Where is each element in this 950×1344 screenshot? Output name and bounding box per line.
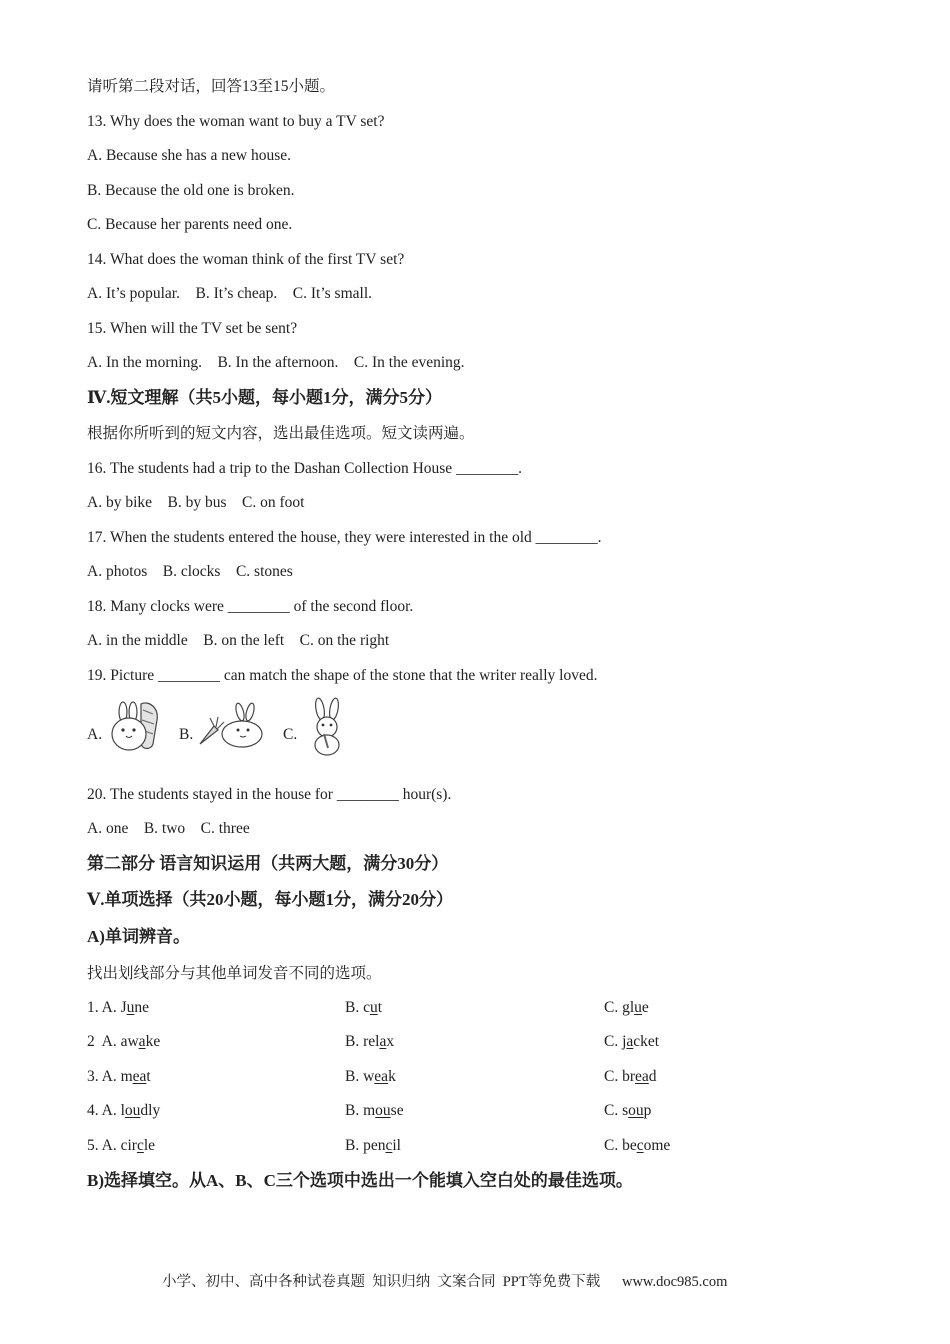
phonics-option-5-c3: C. become: [604, 1137, 671, 1154]
phonics-option-1-c1: 1. A. June: [87, 999, 150, 1016]
q17-options: A. photos B. clocks C. stones: [87, 563, 293, 580]
phonics-option-3-c3: C. bread: [604, 1068, 657, 1085]
q13-option-b: B. Because the old one is broken.: [87, 182, 295, 199]
section-5-title: Ⅴ.单项选择（共20小题，每小题1分，满分20分）: [87, 890, 453, 909]
sub-b-title: B)选择填空。从A、B、C三个选项中选出一个能填入空白处的最佳选项。: [87, 1171, 633, 1190]
phonics-option-3-c1: 3. A. meat: [87, 1068, 151, 1085]
q13-stem: 13. Why does the woman want to buy a TV set?: [87, 113, 385, 130]
listening-intro: 请听第二段对话，回答13至15小题。: [87, 78, 336, 95]
phonics-option-4-c2: B. mouse: [345, 1102, 404, 1119]
q15-stem: 15. When will the TV set be sent?: [87, 320, 298, 337]
phonics-option-5-c1: 5. A. circle: [87, 1137, 156, 1154]
sub-a-instructions: 找出划线部分与其他单词发音不同的选项。: [87, 965, 382, 982]
q19-label-c: C.: [283, 726, 298, 743]
rabbit-sitting-icon: [300, 696, 356, 758]
q18-options: A. in the middle B. on the left C. on the right: [87, 632, 390, 649]
section-4-title: Ⅳ.短文理解（共5小题，每小题1分，满分5分）: [87, 388, 443, 407]
rabbit-lying-carrot-icon: [196, 702, 268, 752]
footer-note: 小学、初中、高中各种试卷真题 知识归纳 文案合同 PPT等免费下载 www.doc985.com: [162, 1274, 728, 1290]
section-4-instructions: 根据你所听到的短文内容，选出最佳选项。短文读两遍。: [87, 425, 475, 442]
q19-label-b: B.: [179, 726, 194, 743]
q19-label-a: A.: [87, 726, 103, 743]
q13-option-a: A. Because she has a new house.: [87, 147, 292, 164]
phonics-option-1-c2: B. cut: [345, 999, 383, 1016]
phonics-option-3-c2: B. weak: [345, 1068, 396, 1085]
phonics-option-2-c3: C. jacket: [604, 1033, 660, 1050]
part-2-title: 第二部分 语言知识运用（共两大题，满分30分）: [87, 854, 449, 873]
q14-options: A. It’s popular. B. It’s cheap. C. It’s small.: [87, 285, 373, 302]
sub-a-title: A)单词辨音。: [87, 927, 190, 946]
q14-stem: 14. What does the woman think of the first TV set?: [87, 251, 405, 268]
q15-options: A. In the morning. B. In the afternoon. C. In the evening.: [87, 354, 465, 371]
phonics-option-4-c1: 4. A. loudly: [87, 1102, 161, 1119]
q19-stem: 19. Picture ________ can match the shape of the stone that the writer really loved.: [87, 667, 598, 684]
q17-stem: 17. When the students entered the house, they were interested in the old ________.: [87, 529, 602, 546]
q16-options: A. by bike B. by bus C. on foot: [87, 494, 305, 511]
q16-stem: 16. The students had a trip to the Dashan Collection House ________.: [87, 460, 522, 477]
q18-stem: 18. Many clocks were ________ of the second floor.: [87, 598, 414, 615]
phonics-option-2-c1: 2 A. awake: [87, 1033, 161, 1050]
phonics-option-2-c2: B. relax: [345, 1033, 395, 1050]
phonics-option-4-c3: C. soup: [604, 1102, 652, 1119]
rabbit-with-carrot-icon: [105, 698, 163, 754]
q13-option-c: C. Because her parents need one.: [87, 216, 293, 233]
q20-stem: 20. The students stayed in the house for ________ hour(s).: [87, 786, 452, 803]
q20-options: A. one B. two C. three: [87, 820, 250, 837]
phonics-option-1-c3: C. glue: [604, 999, 649, 1016]
phonics-option-5-c2: B. pencil: [345, 1137, 401, 1154]
